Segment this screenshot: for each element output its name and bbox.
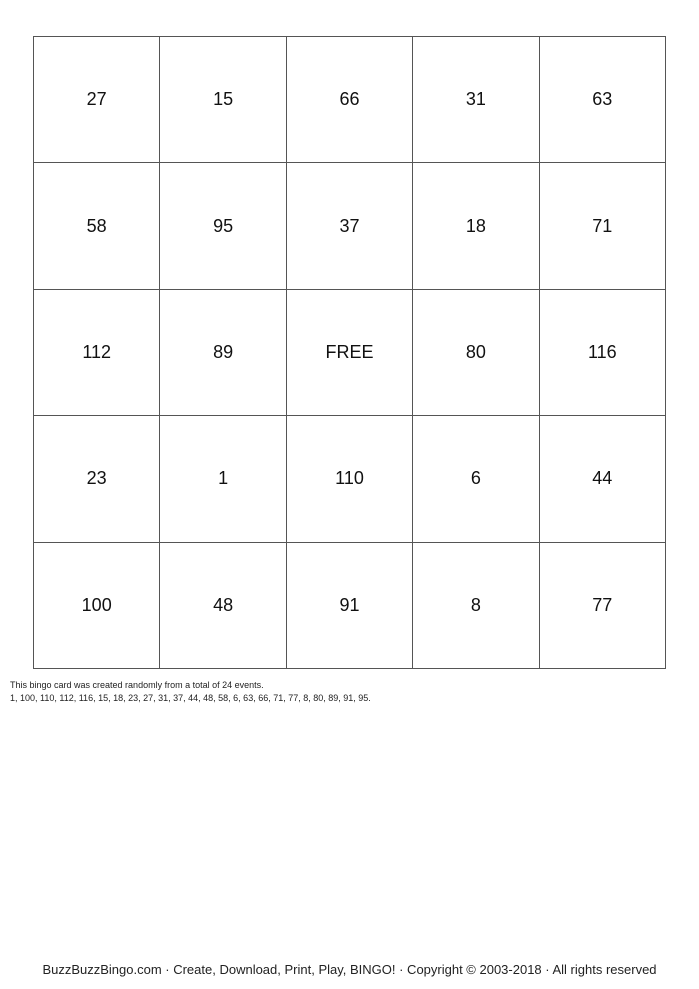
bingo-cell: 6 — [413, 416, 539, 542]
bingo-cell: 15 — [160, 37, 286, 163]
events-list: 1, 100, 110, 112, 116, 15, 18, 23, 27, 31, 37, 44, 48, 58, 6, 63, 66, 71, 77, 8, 80, 89, 91, 95. — [10, 693, 371, 703]
card-description: This bingo card was created randomly from a total of 24 events. — [10, 680, 264, 690]
bingo-cell: 100 — [34, 543, 160, 669]
bingo-cell: 48 — [160, 543, 286, 669]
bingo-cell: 1 — [160, 416, 286, 542]
bingo-cell: 91 — [287, 543, 413, 669]
bingo-cell: 63 — [540, 37, 666, 163]
free-space-cell: FREE — [287, 290, 413, 416]
bingo-cell: 37 — [287, 163, 413, 289]
bingo-cell: 31 — [413, 37, 539, 163]
bingo-cell: 8 — [413, 543, 539, 669]
bingo-cell: 95 — [160, 163, 286, 289]
bingo-cell: 18 — [413, 163, 539, 289]
bingo-cell: 77 — [540, 543, 666, 669]
footer: BuzzBuzzBingo.com · Create, Download, Print, Play, BINGO! · Copyright © 2003-2018 · All rights reserved — [42, 962, 657, 977]
bingo-cell: 23 — [34, 416, 160, 542]
bingo-cell: 44 — [540, 416, 666, 542]
bingo-card — [33, 36, 666, 669]
bingo-cell: 80 — [413, 290, 539, 416]
bingo-cell: 112 — [34, 290, 160, 416]
bingo-cell: 66 — [287, 37, 413, 163]
bingo-cell: 58 — [34, 163, 160, 289]
bingo-cell: 71 — [540, 163, 666, 289]
card-info — [10, 679, 371, 705]
bingo-cell: 110 — [287, 416, 413, 542]
bingo-cell: 89 — [160, 290, 286, 416]
bingo-cell: 27 — [34, 37, 160, 163]
bingo-cell: 116 — [540, 290, 666, 416]
